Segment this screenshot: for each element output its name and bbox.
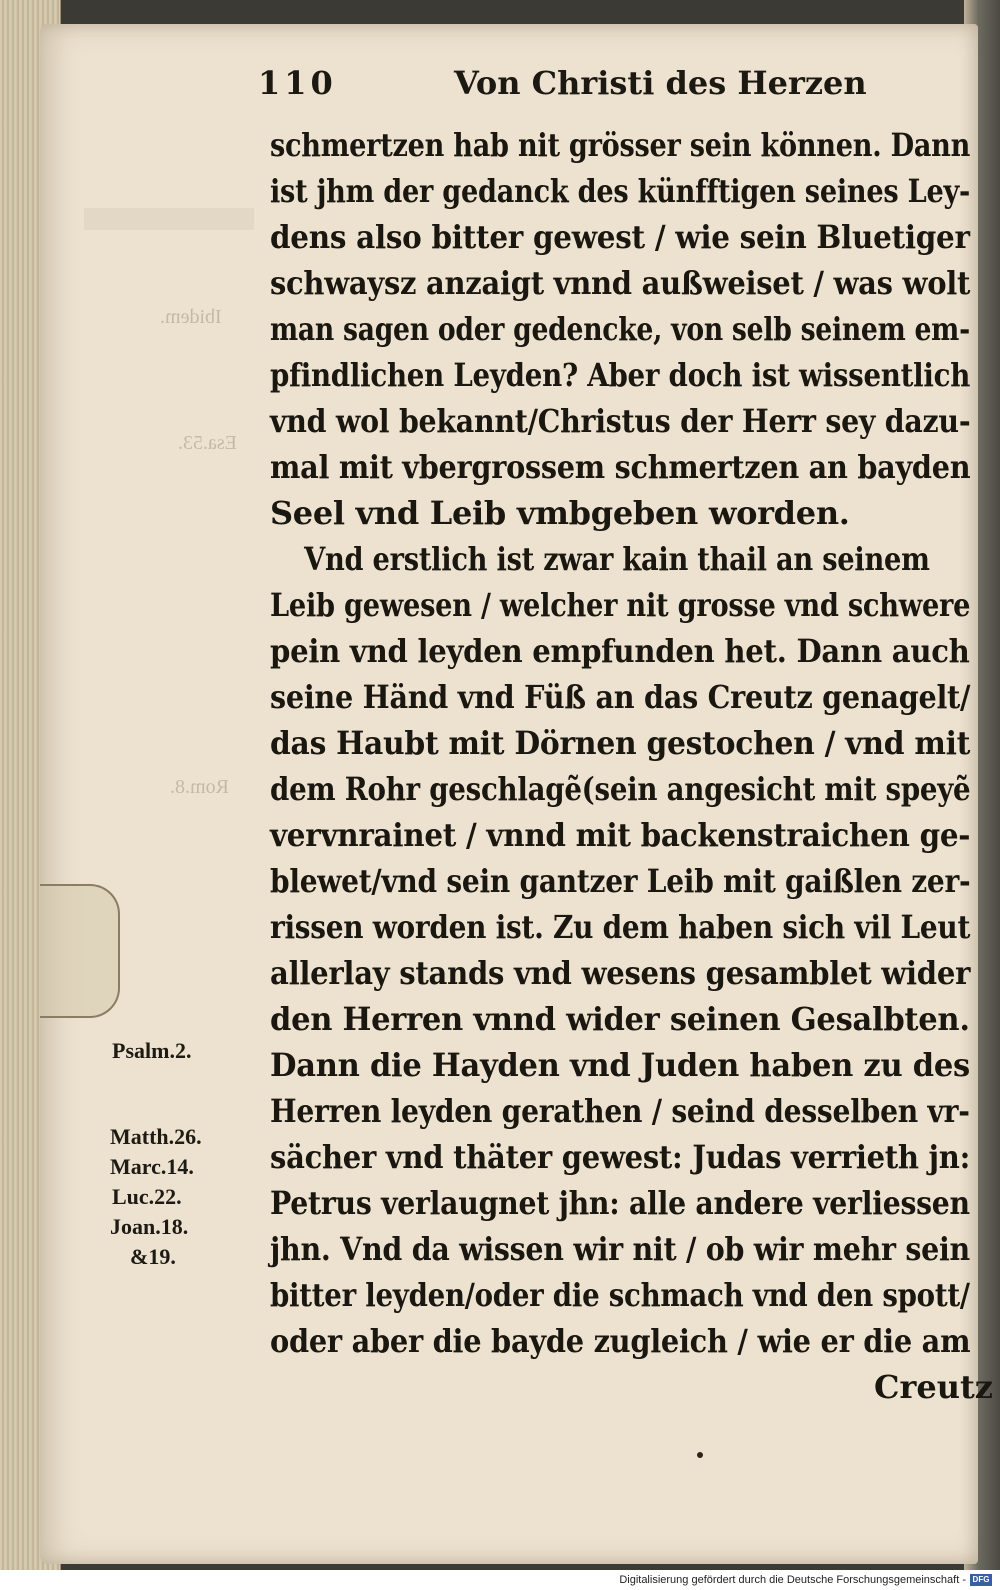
bleed-through-band bbox=[84, 208, 254, 230]
text-line: Leib gewesen / welcher nit grosse vnd schwere bbox=[270, 586, 971, 624]
page-number: 110 bbox=[258, 64, 337, 102]
text-line: vnd wol bekannt/Christus der Herr sey dazu- bbox=[270, 402, 971, 440]
bleed-through-note: Ibidem. bbox=[160, 306, 222, 328]
text-line: mal mit vbergrossem schmertzen an bayden bbox=[270, 448, 971, 486]
catchword: Creutz bbox=[874, 1368, 993, 1406]
margin-note-gospel: &19. bbox=[130, 1244, 176, 1269]
printers-dot bbox=[697, 1452, 703, 1458]
margin-note-psalm: Psalm.2. bbox=[112, 1038, 192, 1063]
text-line: blewet/vnd sein gantzer Leib mit gaißlen zer- bbox=[270, 862, 971, 900]
margin-note-gospel: Matth.26. bbox=[110, 1124, 202, 1149]
text-line: schmertzen hab nit grösser sein können. Dann bbox=[270, 126, 971, 164]
text-line: das Haubt mit Dörnen gestochen / vnd mit bbox=[270, 724, 971, 762]
page-header bbox=[258, 64, 867, 114]
margin-note-gospel: Joan.18. bbox=[110, 1214, 189, 1239]
text-line: sächer vnd thäter gewest: Judas verrieth jn: bbox=[270, 1138, 971, 1176]
text-line: Petrus verlaugnet jhn: alle andere verliessen bbox=[270, 1184, 970, 1222]
text-line: oder aber die bayde zugleich / wie er die am bbox=[270, 1322, 971, 1360]
book-clasp bbox=[40, 884, 120, 1018]
digitization-footer bbox=[0, 1570, 1000, 1590]
margin-note-gospel: Luc.22. bbox=[112, 1184, 182, 1209]
text-line: dens also bitter gewest / wie sein Bluetiger bbox=[270, 218, 970, 256]
text-line: rissen worden ist. Zu dem haben sich vil Leut bbox=[270, 908, 971, 946]
bleed-through-note: Esa.53. bbox=[178, 432, 237, 454]
text-line: allerlay stands vnd wesens gesamblet wider bbox=[270, 954, 971, 992]
text-line: seine Händ vnd Füß an das Creutz genagelt/ bbox=[270, 678, 971, 716]
text-line: Herren leyden gerathen / seind desselben vr- bbox=[270, 1092, 970, 1130]
text-line: pein vnd leyden empfunden het. Dann auch bbox=[270, 632, 970, 670]
text-line: jhn. Vnd da wissen wir nit / ob wir mehr sein bbox=[270, 1230, 970, 1268]
bleed-through-note: Rom.8. bbox=[170, 776, 229, 798]
funding-credit: Digitalisierung gefördert durch die Deutsche Forschungsgemeinschaft - bbox=[619, 1574, 966, 1586]
dfg-logo: DFG bbox=[970, 1574, 992, 1586]
text-line: den Herren vnnd wider seinen Gesalbten. bbox=[270, 1000, 970, 1038]
text-line: ist jhm der gedanck des künfftigen seines Ley- bbox=[270, 172, 971, 210]
text-line: Vnd erstlich ist zwar kain thail an seinem bbox=[304, 540, 930, 578]
text-line: pfindlichen Leyden? Aber doch ist wissentlich bbox=[270, 356, 971, 394]
text-line: bitter leyden/oder die schmach vnd den spott/ bbox=[270, 1276, 970, 1314]
body-text bbox=[270, 122, 970, 1364]
text-line: Seel vnd Leib vmbgeben worden. bbox=[270, 494, 850, 532]
text-line: dem Rohr geschlagẽ(sein angesicht mit speyẽ bbox=[270, 770, 971, 808]
text-line: schwaysz anzaigt vnnd außweiset / was wolt bbox=[270, 264, 971, 302]
text-line: vervnrainet / vnnd mit backenstraichen ge- bbox=[270, 816, 971, 854]
running-title: Von Christi des Herzen bbox=[454, 64, 867, 102]
text-line: man sagen oder gedencke, von selb seinem em- bbox=[270, 310, 970, 348]
text-line: Dann die Hayden vnd Juden haben zu des bbox=[270, 1046, 970, 1084]
margin-note-gospel: Marc.14. bbox=[110, 1154, 194, 1179]
